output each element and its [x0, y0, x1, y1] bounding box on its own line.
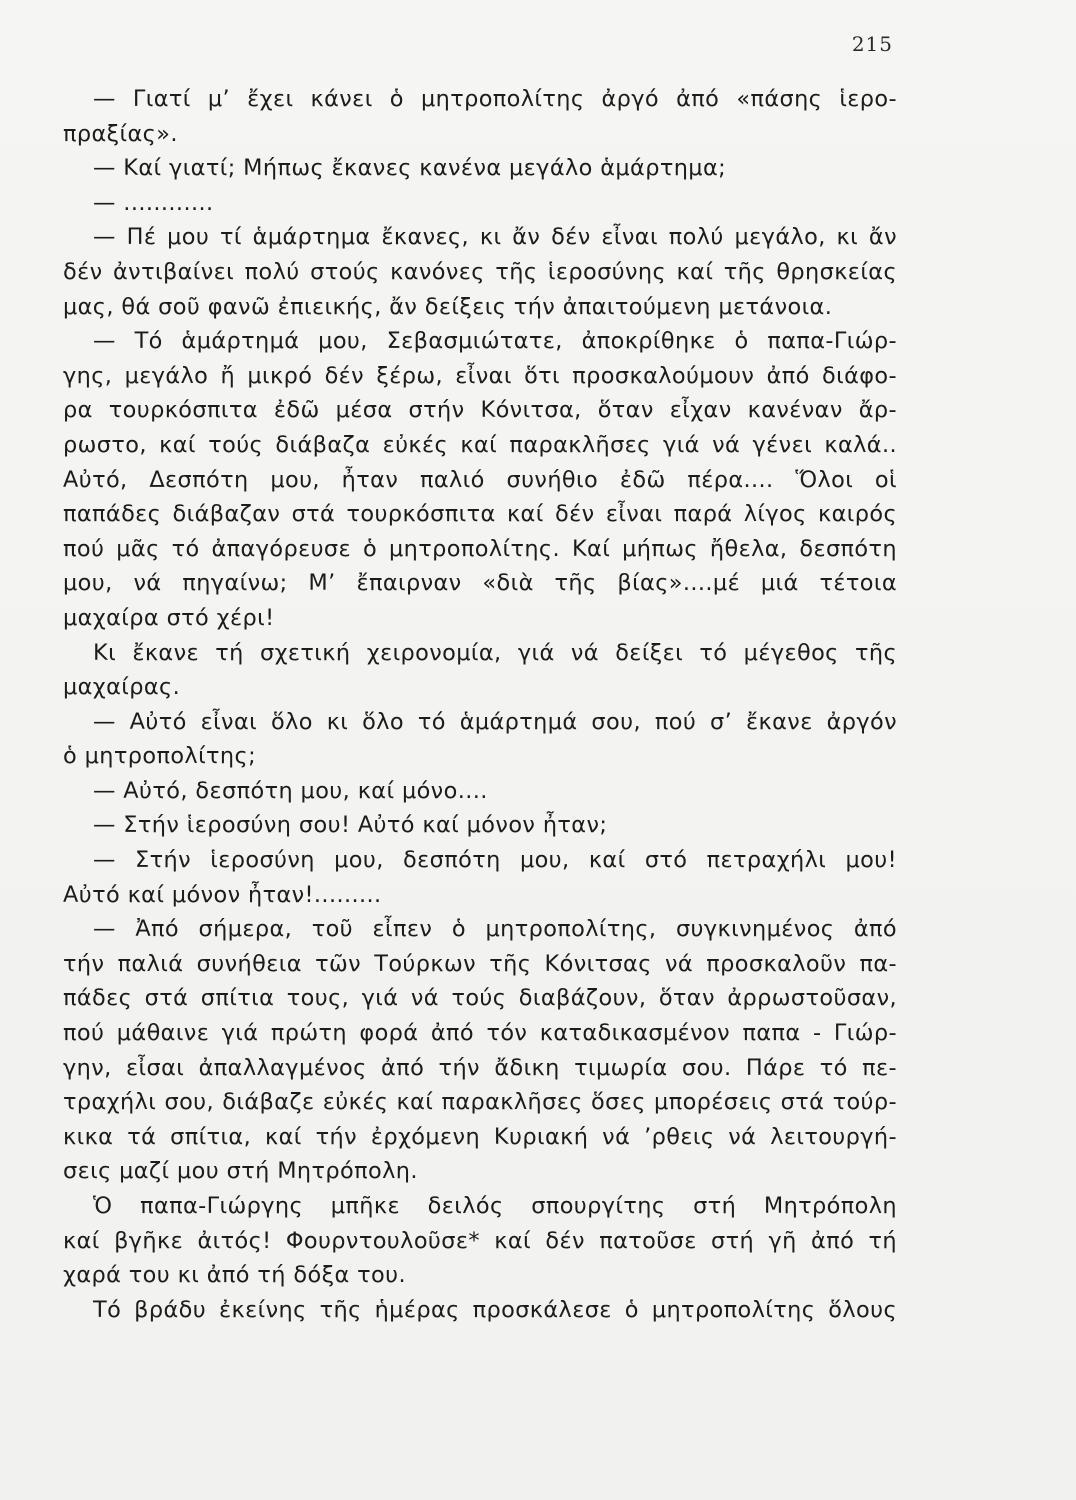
- text-line: ρα τουρκόσπιτα ἐδῶ μέσα στήν Κόνιτσα, ὅταν εἶχαν κανέναν ἄρ-: [63, 397, 897, 424]
- text-line: — ............: [93, 189, 214, 216]
- page-number: 215: [851, 32, 893, 56]
- text-line: πραξίας».: [63, 120, 178, 147]
- text-line: γης, μεγάλο ἤ μικρό δέν ξέρω, εἶναι ὅτι προσκαλούμουν ἀπό διάφο-: [63, 362, 897, 389]
- text-line: πού μᾶς τό ἀπαγόρευσε ὁ μητροπολίτης. Καί μήπως ἤθελα, δεσπότη: [63, 535, 897, 562]
- text-line: τήν παλιά συνήθεια τῶν Τούρκων τῆς Κόνιτσας νά προσκαλοῦν πα-: [63, 950, 897, 977]
- text-line: μας, θά σοῦ φανῶ ἐπιεικής, ἄν δείξεις τήν ἀπαιτούμενη μετάνοια.: [63, 293, 833, 320]
- text-line: δέν ἀντιβαίνει πολύ στούς κανόνες τῆς ἱεροσύνης καί τῆς θρησκείας: [63, 258, 897, 285]
- text-line: Αὐτό καί μόνον ἦταν!.........: [63, 881, 382, 908]
- text-line: — Αὐτό εἶναι ὅλο κι ὅλο τό ἁμάρτημά σου, πού σ’ ἔκανε ἀργόν: [93, 708, 897, 735]
- text-line: πάδες στά σπίτια τους, γιά νά τούς διαβάζουν, ὅταν ἀρρωστοῦσαν,: [63, 985, 897, 1012]
- text-line: — Στήν ἱεροσύνη μου, δεσπότη μου, καί στό πετραχήλι μου!: [93, 847, 897, 874]
- text-line: παπάδες διάβαζαν στά τουρκόσπιτα καί δέν εἶναι παρά λίγος καιρός: [63, 501, 897, 528]
- text-line: μαχαίρα στό χέρι!: [63, 604, 275, 631]
- text-line: — Πέ μου τί ἁμάρτημα ἔκανες, κι ἄν δέν εἶναι πολύ μεγάλο, κι ἄν: [93, 224, 897, 251]
- text-line: μαχαίρας.: [63, 674, 181, 701]
- text-line: — Γιατί μ’ ἔχει κάνει ὁ μητροπολίτης ἀργό ἀπό «πάσης ἱερο-: [93, 86, 897, 112]
- text-line: — Ἀπό σήμερα, τοῦ εἶπεν ὁ μητροπολίτης, συγκινημένος ἀπό: [93, 916, 897, 943]
- text-line: κικα τά σπίτια, καί τήν ἐρχόμενη Κυριακή νά ’ρθεις νά λειτουργή-: [63, 1123, 897, 1150]
- text-line: τραχήλι σου, διάβαζε εὐκές καί παρακλῆσες ὅσες μπορέσεις στά τούρ-: [63, 1089, 897, 1116]
- text-line: Αὐτό, Δεσπότη μου, ἦταν παλιό συνήθιο ἐδῶ πέρα.... Ὅλοι οἱ: [63, 466, 897, 493]
- text-line: Ὁ παπα-Γιώργης μπῆκε δειλός σπουργίτης στή Μητρόπολη: [93, 1193, 897, 1219]
- text-line: καί βγῆκε ἀιτός! Φουρντουλοῦσε* καί δέν πατοῦσε στή γῆ ἀπό τή: [63, 1227, 897, 1254]
- body-text: [63, 82, 897, 1327]
- text-line: σεις μαζί μου στή Μητρόπολη.: [63, 1158, 418, 1185]
- text-line: — Στήν ἱεροσύνη σου! Αὐτό καί μόνον ἦταν;: [93, 812, 608, 839]
- text-line: ρωστο, καί τούς διάβαζα εὐκές καί παρακλῆσες γιά νά γένει καλά..: [63, 431, 897, 458]
- text-line: — Καί γιατί; Μήπως ἔκανες κανένα μεγάλο ἁμάρτημα;: [93, 155, 727, 182]
- text-line: ὁ μητροπολίτης;: [63, 743, 257, 770]
- text-line: πού μάθαινε γιά πρώτη φορά ἀπό τόν καταδικασμένον παπα - Γιώρ-: [63, 1020, 897, 1047]
- text-line: — Τό ἁμάρτημά μου, Σεβασμιώτατε, ἀποκρίθηκε ὁ παπα-Γιώρ-: [93, 328, 897, 355]
- text-line: γην, εἶσαι ἀπαλλαγμένος ἀπό τήν ἄδικη τιμωρία σου. Πάρε τό πε-: [63, 1054, 897, 1081]
- text-line: μου, νά πηγαίνω; Μ’ ἔπαιρναν «διὰ τῆς βίας»....μέ μιά τέτοια: [63, 570, 897, 597]
- text-line: Κι ἔκανε τή σχετική χειρονομία, γιά νά δείξει τό μέγεθος τῆς: [93, 639, 897, 666]
- text-line: Τό βράδυ ἐκείνης τῆς ἡμέρας προσκάλεσε ὁ μητροπολίτης ὅλους: [93, 1296, 897, 1323]
- text-line: χαρά του κι ἀπό τή δόξα του.: [63, 1262, 406, 1289]
- text-line: — Αὐτό, δεσπότη μου, καί μόνο....: [93, 777, 488, 804]
